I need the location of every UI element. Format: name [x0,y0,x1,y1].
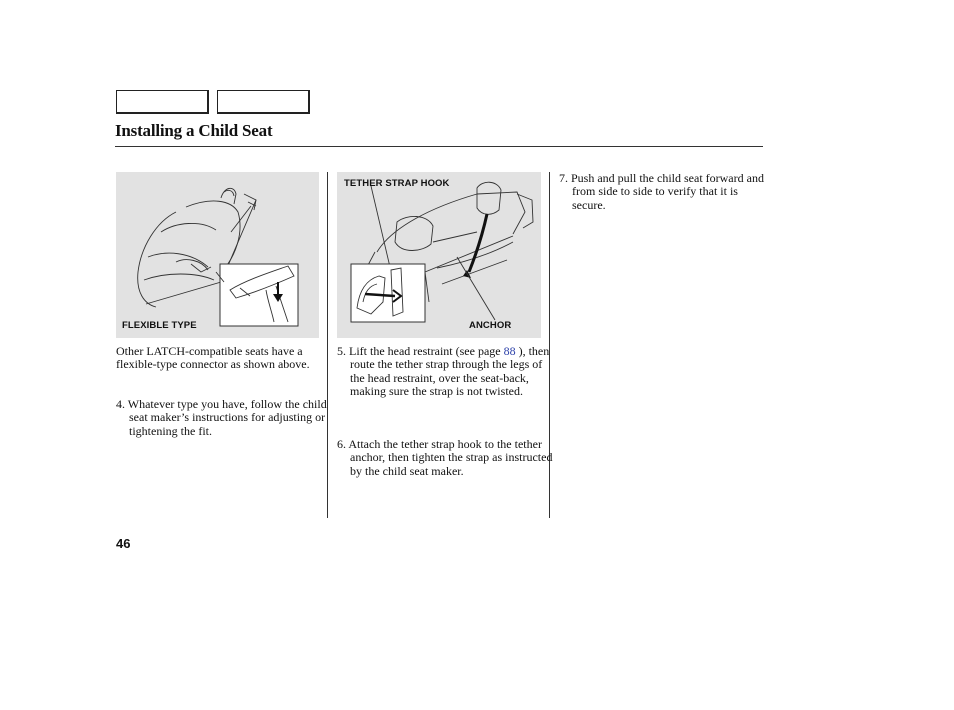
anchor-caption: ANCHOR [469,320,512,331]
flexible-type-figure [116,172,319,338]
title-rule [115,146,763,147]
tether-strap-figure [337,172,541,338]
step-4: 4. Whatever type you have, follow the child seat maker’s instructions for adjusting or tightening the fit. [116,397,327,438]
nav-tab-main-menu[interactable] [116,90,209,114]
page-88-link[interactable]: 88 [503,344,516,358]
page-title: Installing a Child Seat [115,121,273,140]
step-6: 6. Attach the tether strap hook to the tether anchor, then tighten the strap as instructed by the child seat maker. [337,437,553,478]
step-5 [337,345,556,399]
rear-seat-illustration [337,172,541,338]
nav-tab-table-of-contents[interactable] [217,90,310,114]
latch-paragraph: Other LATCH-compatible seats have a flexible-type connector as shown above. [116,344,310,372]
tether-hook-caption: TETHER STRAP HOOK [344,178,450,189]
column-divider-1 [327,172,328,518]
step-5-text-start: 5. Lift the head restraint (see page [337,344,504,358]
step-7: 7. Push and pull the child seat forward and from side to side to verify that it is secure. [559,171,764,212]
page-number: 46 [116,536,131,551]
child-seat-illustration [116,172,319,338]
step-5-text-end: ), then route the tether strap through the legs of the head restraint, over the seat-back, making sure the strap is not twisted. [350,344,550,399]
flexible-type-caption: FLEXIBLE TYPE [122,320,197,331]
